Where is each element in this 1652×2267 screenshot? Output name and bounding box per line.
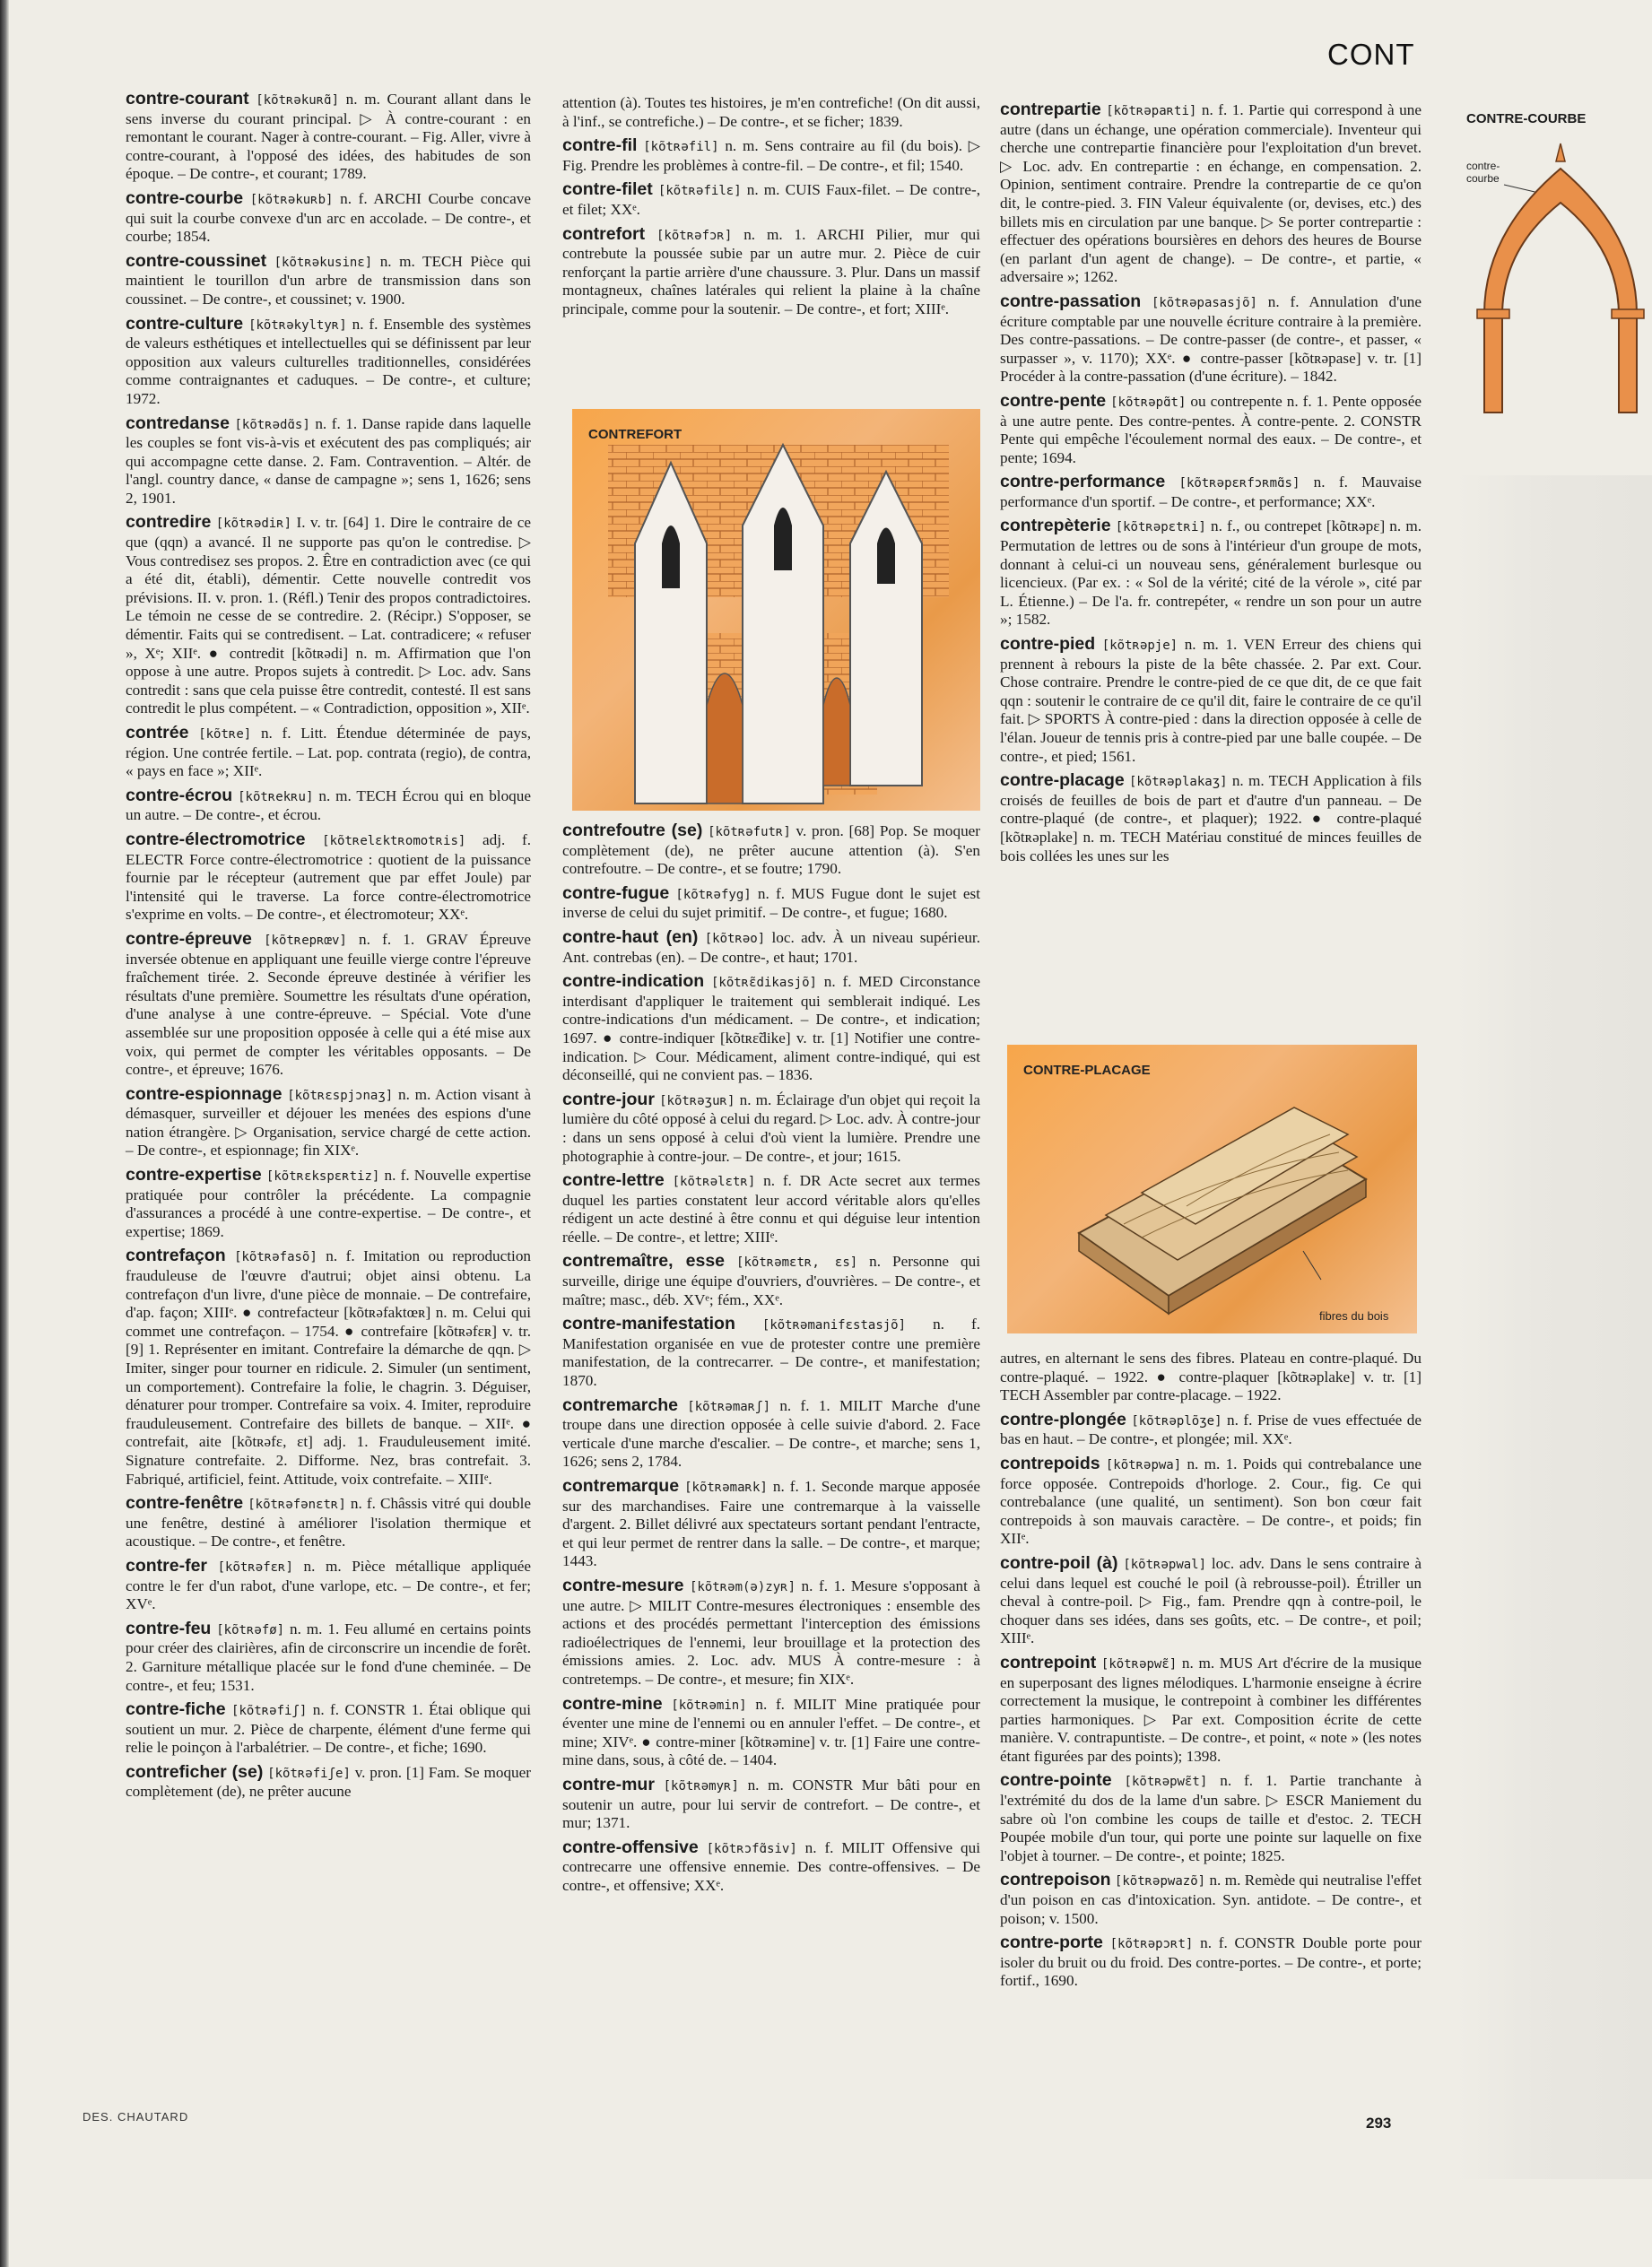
dictionary-entry	[562, 1838, 980, 1896]
dictionary-entry	[126, 1763, 531, 1802]
definition: n. f. Ensemble des systèmes de valeurs esthétiques et intellectuelles qui se définissent par leur opposition aux valeurs culturelles traditionnelles, considérées comme contraignantes et caduques. – De contre-, et culture; 1972.	[126, 315, 532, 407]
dictionary-entry	[126, 189, 531, 247]
headword: contre-porte	[1000, 1933, 1103, 1953]
phonetic: [kõtʀəmaʀʃ]	[687, 1399, 770, 1414]
column-1	[126, 90, 531, 1807]
headword: contre-épreuve	[126, 928, 252, 949]
definition: n. m. 1. Poids qui contrebalance une force opposée. Contrepoids d'horloge. 2. Cour., fig. Ce qui contrebalance (une qualité, un sentiment). Son bon cœur fait contrepoids à son mauvais caractère. – De contre-, et poids; fin XIIᵉ.	[1000, 1455, 1422, 1548]
phonetic: [kõtʀɔfɑ̃siv]	[706, 1841, 797, 1856]
definition: n. f. 1. Danse rapide dans laquelle les couples se font vis-à-vis et exécutent des pas compliqués; air qui accompagne cette danse. 2. Fam. Contravention. – Altér. de l'angl. country dance, « danse de campagne »; sens 1, 1626; sens 2, 1901.	[126, 414, 532, 507]
headword: contre-courant	[126, 89, 249, 109]
headword: contremaître, esse	[562, 1251, 726, 1272]
headword: contredire	[126, 512, 212, 533]
illustrator-credit: DES. CHAUTARD	[83, 2110, 189, 2124]
phonetic: [kõtʀəpɛʀfɔʀmɑ̃s]	[1178, 476, 1300, 491]
definition: n. f. Châssis vitré qui double une fenêtre, destiné à améliorer l'isolation thermique et acoustique. – De contre-, et fenêtre.	[126, 1495, 532, 1550]
definition: n. m. TECH Écrou qui en bloque un autre. – De contre-, et écrou.	[126, 786, 531, 824]
definition: n. f. 1. Mesure s'opposant à une autre. ▷ MILIT Contre-mesures électroniques : ensemble des actions et des procédés permettant l'interception des émissions radioélectriques de l'ennemi, leur brouillage et la protection des émissions amies. 2. Loc. adv. MUS À contre-mesure : à contretemps. – De contre-, et mesure; fin XIXᵉ.	[562, 1576, 981, 1688]
headword: contre-mesure	[562, 1575, 684, 1595]
phonetic: [kõtʀəpwɛ̃]	[1100, 1656, 1178, 1672]
definition: n. m. TECH Pièce qui maintient le tourillon d'un arbre de transmission dans son coussinet. – De contre-, et coussinet; v. 1900.	[126, 252, 531, 308]
phonetic: [kõtʀədiʀ]	[215, 517, 292, 532]
phonetic: [kõtʀəkyltyʀ]	[248, 317, 347, 333]
phonetic: [kõtʀəlɛtʀ]	[672, 1175, 756, 1190]
phonetic: [kõtʀəpje]	[1101, 638, 1178, 654]
headword: contre-placage	[1000, 770, 1125, 791]
definition: n. f. Prise de vues effectuée de bas en haut. – De contre-, et plongée; mil. XXᵉ.	[1000, 1411, 1422, 1448]
phonetic: [kõtʀəpwazõ]	[1114, 1874, 1206, 1889]
dictionary-entry	[1000, 292, 1422, 387]
column-2	[562, 94, 980, 325]
headword: contre-poil (à)	[1000, 1552, 1118, 1573]
continued-text: attention (à). Toutes tes histoires, je m'en contrefiche! (On dit aussi, à l'inf., se contrefiche.) – De contre-, et se ficher; 1839.	[562, 94, 980, 130]
definition: n. f., ou contrepet [kõtʀəpɛ] n. m. Permutation de lettres ou de sons à l'intérieur d'un groupe de mots, donnant à celui-ci un nouveau sens, généralement burlesque ou licencieux. (Par ex. : « Sol de la vérité; cité de la vérole », cité par L. Étienne.) – De l'a. fr. contrepéter, « rendre un son pour un autre »; 1582.	[1000, 517, 1422, 629]
dictionary-entry	[562, 1477, 980, 1571]
column-3-lower-entries	[1000, 1411, 1422, 1991]
headword: contre-pointe	[1000, 1770, 1112, 1791]
headword: contre-fiche	[126, 1699, 226, 1720]
dictionary-entry	[1000, 392, 1422, 467]
dictionary-entry	[126, 830, 531, 925]
phonetic: [kõtʀelɛktʀomotʀis]	[322, 833, 466, 848]
dictionary-entry	[562, 1090, 980, 1166]
headword: contre-coussinet	[126, 250, 267, 271]
headword: contre-mur	[562, 1774, 655, 1794]
contrefort-drawing	[572, 409, 980, 811]
dictionary-entry	[1000, 473, 1422, 511]
headword: contre-manifestation	[562, 1314, 735, 1334]
dictionary-entry	[126, 1620, 531, 1695]
column-3-lower	[1000, 1350, 1422, 1996]
headword: contredanse	[126, 413, 230, 433]
dictionary-entry	[126, 315, 531, 409]
continued-text: autres, en alternant le sens des fibres. Plateau en contre-plaqué. Du contre-plaqué. – 1922. ● contre-plaquer [kõtʀəplake] v. tr. [1] TECH Assembler par contre-placage. – 1922.	[1000, 1350, 1422, 1404]
headword: contrepoison	[1000, 1870, 1111, 1890]
dictionary-entry	[562, 136, 980, 175]
section-header: CONT	[1327, 38, 1415, 71]
definition: v. pron. [68] Pop. Se moquer complètement (de), ne prêter aucune attention (à). S'en contrefoutre. – De contre-, et se foutre; 1790.	[562, 822, 981, 878]
contre-courbe-arch-drawing	[1457, 108, 1646, 430]
definition: n. m. CUIS Faux-filet. – De contre-, et filet; XXᵉ.	[562, 181, 980, 218]
dictionary-entry	[1000, 1554, 1422, 1648]
definition: n. m. MUS Art d'écrire de la musique en superposant des lignes mélodiques. L'harmonie enseigne à écrire correctement la musique, le contrepoint à combiner les différentes parties harmoniques. ▷ Par ext. Composition écrite de cette manière. V. contrapuntiste. – De contre-, et point, « note » (les notes étant figurées par des points); 1398.	[1000, 1654, 1422, 1765]
definition: ou contrepente n. f. 1. Pente opposée à une autre pente. Des contre-pentes. À contre-pente. 2. CONSTR Pente qui empêche l'écoulement normal des eaux. – De contre-, et pente; 1694.	[1000, 392, 1422, 466]
definition: n. f. Imitation ou reproduction frauduleuse de l'œuvre d'autrui; objet ainsi obtenu. La contrefaçon d'un livre, d'une pièce de monnaie. – De contrefaire, d'ap. façon; XIIIᵉ. ● contrefacteur [kõtʀəfaktœʀ] n. m. Celui qui commet une contrefaçon. – 1754. ● contrefaire [kõtʀəfɛʀ] v. tr. [9] 1. Représenter en imitant. Contrefaire la démarche de qqn. ▷ Imiter, singer pour tourner en ridicule. 2. Simuler (un sentiment, un comportement). Contrefaire la folie, le chagrin. 3. Déguiser, dénaturer pour tromper. Contrefaire sa voix. 4. Imiter, reproduire frauduleusement. Contrefaire des billets de banque. – XIIᵉ. ● contrefait, aite [kõtʀəfɛ, ɛt] adj. 1. Frauduleusement imité. Signature contrefaite. 2. Difforme. Nez, bras contrefait. 3. Fabriqué, artificiel, feint. Attitude, voix contrefaite. – XIIIᵉ.	[126, 1247, 532, 1488]
page-margin-shadow	[1457, 475, 1652, 2179]
dictionary-entry	[562, 180, 980, 219]
contre-courbe-figure-title: CONTRE-COURBE	[1466, 111, 1587, 126]
definition: n. Personne qui surveille, dirige une équipe d'ouvriers, d'ouvrières. – De contre-, et maître; masc., déb. XVᵉ; fém., XXᵉ.	[562, 1253, 981, 1308]
phonetic: [kõtʀɛkspɛʀtiz]	[265, 1169, 380, 1185]
headword: contre-pente	[1000, 390, 1107, 411]
phonetic: [kõtʀəplõʒe]	[1131, 1413, 1222, 1429]
definition: n. f. Mauvaise performance d'un sportif. – De contre-, et performance; XXᵉ.	[1000, 473, 1422, 510]
headword: contrepartie	[1000, 100, 1101, 119]
dictionary-entry	[126, 252, 531, 309]
headword: contreficher (se)	[126, 1761, 264, 1782]
dictionary-entry	[1000, 100, 1422, 287]
headword: contre-mine	[562, 1693, 663, 1714]
dictionary-entry	[126, 786, 531, 825]
headword: contre-courbe	[126, 187, 244, 208]
dictionary-entry	[126, 414, 531, 508]
definition: n. m. Action visant à démasquer, surveiller et déjouer les menées des espions d'une nation étrangère. ▷ Organisation, service chargé de cette action. – De contre-, et espionnage; fin XIXᵉ.	[126, 1085, 532, 1160]
dictionary-entry	[562, 1695, 980, 1770]
definition: loc. adv. Dans le sens contraire à celui dans lequel est couché le poil (à rebrousse-poil). Étriller un cheval à contre-poil. ▷ Fig., fam. Prendre qqn à contre-poil, le choquer dans ses idées, dans ses goûts, etc. – De contre-, et poil; XIIIᵉ.	[1000, 1554, 1422, 1647]
phonetic: [kõtʀepʀœv]	[264, 933, 347, 948]
phonetic: [kõtʀəo]	[704, 931, 766, 946]
dictionary-entry	[126, 1166, 531, 1241]
headword: contre-plongée	[1000, 1409, 1126, 1429]
contre-placage-caption: fibres du bois	[1319, 1309, 1389, 1323]
definition: n. f. Annulation d'une écriture comptable par une nouvelle écriture contraire à la première. Des contre-passations. – De contre-passer (de contre-, et passer, « surpasser », v. 1170); XXᵉ. ● contre-passer [kõtʀəpase] v. tr. [1] Procéder à la contre-passation (d'une écriture). – 1842.	[1000, 292, 1422, 386]
definition: n. m. Pièce métallique appliquée contre le fer d'un rabot, d'une varlope, etc. – De contre-, et fer; XVᵉ.	[126, 1557, 532, 1613]
headword: contre-fil	[562, 135, 638, 156]
dictionary-entry	[1000, 635, 1422, 766]
headword: contre-fer	[126, 1555, 208, 1576]
dictionary-entry	[562, 1171, 980, 1246]
phonetic: [kõtʀəplakaʒ]	[1128, 775, 1228, 790]
contrefort-illustration	[572, 409, 980, 811]
headword: contrepoids	[1000, 1453, 1100, 1473]
phonetic: [kõtʀəʒuʀ]	[659, 1093, 735, 1108]
headword: contrefort	[562, 223, 646, 244]
headword: contre-indication	[562, 971, 705, 992]
definition: n. f. 1. MILIT Marche d'une troupe dans une direction opposée à celle suivie d'abord. 2. Face verticale d'une marche d'escalier. – De contre-, et marche; sens 1, 1626; sens 2, 1784.	[562, 1396, 981, 1471]
headword: contre-haut (en)	[562, 926, 699, 947]
page-edge	[0, 0, 9, 2267]
phonetic: [kõtʀəmin]	[671, 1698, 747, 1713]
headword: contre-expertise	[126, 1165, 262, 1186]
dictionary-entry	[1000, 1411, 1422, 1449]
column-2-top-entries	[562, 136, 980, 318]
phonetic: [kõtʀəfø]	[216, 1622, 285, 1637]
definition: n. m. Éclairage d'un objet qui reçoit la lumière du côté opposé à celui du regard. ▷ Loc. adv. À contre-jour : dans un sens opposé à celui d'où vient la lumière. Prendre une photographie à contre-jour. – De contre-, et jour; 1615.	[562, 1090, 981, 1165]
headword: contre-écrou	[126, 785, 233, 805]
dictionary-entry	[562, 1252, 980, 1309]
dictionary-entry	[562, 821, 980, 879]
dictionary-entry	[562, 1396, 980, 1472]
phonetic: [kõtʀəfil]	[643, 140, 719, 155]
definition: n. f. CONSTR 1. Étai oblique qui soutient un mur. 2. Pièce de charpente, élément d'une ferme qui relie le poinçon à l'arbalétrier. – De contre-, et fiche; 1690.	[126, 1701, 532, 1757]
phonetic: [kõtʀəpaʀti]	[1106, 104, 1197, 118]
phonetic: [kõtʀəpwa]	[1105, 1457, 1182, 1472]
dictionary-entry	[126, 724, 531, 781]
phonetic: [kõtʀəkuʀb]	[249, 192, 334, 207]
headword: contre-feu	[126, 1618, 212, 1638]
dictionary-entry	[126, 1246, 531, 1489]
phonetic: [kõtʀəfutʀ]	[708, 825, 791, 839]
phonetic: [kõtʀəpɑ̃t]	[1110, 395, 1187, 410]
contre-placage-illustration	[1007, 1045, 1417, 1333]
column-3	[1000, 100, 1422, 871]
dictionary-entry	[1000, 1771, 1422, 1865]
dictionary-entry	[126, 1494, 531, 1551]
headword: contre-fugue	[562, 882, 670, 903]
definition: loc. adv. À un niveau supérieur. Ant. contrebas (en). – De contre-, et haut; 1701.	[562, 928, 980, 966]
phonetic: [kõtʀe]	[198, 727, 252, 742]
phonetic: [kõtʀəfasõ]	[234, 1250, 317, 1265]
headword: contremarche	[562, 1394, 678, 1415]
phonetic: [kõtʀəpasasjõ]	[1151, 295, 1257, 310]
phonetic: [kõtʀɛspjɔnaʒ]	[287, 1088, 394, 1103]
phonetic: [kõtʀəfiʃe]	[267, 1766, 351, 1781]
phonetic: [kõtʀəm(ə)zyʀ]	[690, 1579, 796, 1594]
phonetic: [kõtʀekʀu]	[238, 789, 314, 804]
definition: n. f. MED Circonstance interdisant d'appliquer le traitement qui semblerait indiqué. Les contre-indications d'un médicament. – De contre-, et indication; 1697. ● contre-indiquer [kõtʀɛ̃dike] v. tr. [1] Notifier une contre-indication. ▷ Cour. Médicament, aliment contre-indiqué, qui est déconseillé, qui ne convient pas. – 1836.	[562, 973, 980, 1084]
phonetic: [kõtʀəfyg]	[675, 887, 752, 902]
page-number: 293	[1366, 2115, 1392, 2132]
dictionary-entry	[1000, 1871, 1422, 1928]
definition: n. f. MUS Fugue dont le sujet est inverse de celui du sujet primitif. – De contre-, et fugue; 1680.	[562, 884, 981, 922]
definition: n. f. CONSTR Double porte pour isoler du bruit ou du froid. Des contre-portes. – De contre-, et porte; fortif., 1690.	[1000, 1934, 1422, 1990]
headword: contremarque	[562, 1476, 680, 1496]
definition: n. m. 1. ARCHI Pilier, mur qui contrebute la poussée subie par un autre mur. 2. Pièce de cuir renforçant la partie arrière d'une chaussure. 3. Plur. Dans un massif montagneux, chaînes latérales qui relient la plaine à la chaîne principale, comme pour la soutenir. – De contre-, et fort; XIIIᵉ.	[562, 225, 981, 317]
dictionary-entry	[562, 1776, 980, 1833]
phonetic: [kõtʀədɑ̃s]	[234, 417, 310, 432]
headword: contre-électromotrice	[126, 829, 306, 849]
phonetic: [kõtʀəkuʀɑ̃]	[256, 93, 339, 108]
phonetic: [kõtʀəpwɛ̃t]	[1124, 1775, 1208, 1790]
definition: n. m. 1. Feu allumé en certains points pour créer des clairières, afin de circonscrire un incendie de forêt. 2. Garniture métallique placée sur le fond d'une cheminée. – De contre-, et feu; 1531.	[126, 1620, 532, 1694]
headword: contrepoint	[1000, 1652, 1097, 1672]
dictionary-entry	[562, 1315, 980, 1390]
contre-courbe-label-line2: courbe	[1466, 172, 1500, 185]
dictionary-entry	[126, 1700, 531, 1758]
headword: contrefaçon	[126, 1246, 226, 1266]
definition: n. m. TECH Application à fils croisés de feuilles de bois de part et d'autre d'un panneau. – De contre-plaqué (de contre-, et plaquer); 1922. ● contre-plaqué [kõtʀəplake] n. m. TECH Matériau constitué de minces feuilles de bois collées les unes sur les	[1000, 772, 1422, 864]
dictionary-entry	[126, 90, 531, 184]
headword: contrefoutre (se)	[562, 821, 703, 840]
headword: contrepèterie	[1000, 516, 1111, 536]
phonetic: [kõtʀəfɛʀ]	[217, 1559, 293, 1575]
definition: n. m. CONSTR Mur bâti pour en soutenir un autre, pour lui servir de contrefort. – De contre-, et mur; 1371.	[562, 1776, 981, 1832]
definition: n. f. 1. GRAV Épreuve inversée obtenue en appliquant une feuille vierge contre l'épreuve fraîchement tirée. 2. Seconde épreuve destinée à vérifier les résultats d'une première. Soumettre les résultats d'une opération, d'une analyse à une contre-épreuve. – Spécial. Vote d'une assemblée sur une proposition opposée à celle qui a été mise aux voix, qui permet de compter les véritables opposants. – De contre-, et épreuve; 1676.	[126, 930, 532, 1079]
headword: contrée	[126, 723, 189, 743]
contrefort-figure-title: CONTREFORT	[588, 427, 683, 442]
definition: n. f. 1. Partie tranchante à l'extrémité du dos de la lame d'un sabre. ▷ ESCR Maniement du sabre où l'on combine les coups de taille et d'estoc. 2. TECH Poupée mobile d'un tour, qui porte une pointe sur laquelle on fixe l'objet à tourner. – De contre-, et pointe; 1825.	[1000, 1772, 1422, 1864]
definition: n. f. DR Acte secret aux termes duquel les parties constatent leur accord véritable alors qu'elles rédigent un acte destiné à être connu et qui déguise leur intention réelle. – De contre-, et lettre; XIIIᵉ.	[562, 1172, 980, 1246]
contre-courbe-label-line1: contre-	[1466, 160, 1500, 172]
definition: n. m. 1. VEN Erreur des chiens qui prennent à rebours la piste de la bête chassée. 2. Par ext. Cour. Chose contraire. Prendre le contre-pied de ce que dit, de ce que fait qqn : soutenir le contraire de ce qu'il dit, faire le contraire de ce qu'il fait. ▷ SPORTS À contre-pied : dans la direction opposée à celle de l'élan. Joueur de tennis pris à contre-pied par une balle coupée. – De contre-, et pied; 1561.	[1000, 636, 1422, 765]
headword: contre-offensive	[562, 1837, 699, 1857]
dictionary-entry	[126, 1557, 531, 1614]
definition: n. f. ARCHI Courbe concave qui suit la courbe convexe d'un arc en accolade. – De contre-, et courbe; 1854.	[126, 189, 531, 246]
headword: contre-fenêtre	[126, 1493, 244, 1514]
contre-placage-figure-title: CONTRE-PLACAGE	[1023, 1063, 1151, 1078]
definition: n. f. Litt. Étendue déterminée de pays, région. Une contrée fertile. – Lat. pop. contrata (regio), de contra, « pays en face »; XIIᵉ.	[126, 725, 532, 780]
dictionary-entry	[562, 225, 980, 319]
definition: n. f. Nouvelle expertise pratiquée pour contrôler la précédente. La compagnie d'assurances a procédé à une contre-expertise. – De contre-, et expertise; 1869.	[126, 1167, 532, 1240]
phonetic: [kõtʀəmɛtʀ, ɛs]	[736, 1255, 858, 1271]
phonetic: [kõtʀəfɔʀ]	[656, 228, 733, 243]
dictionary-entry	[562, 928, 980, 967]
phonetic: [kõtʀəfənɛtʀ]	[248, 1498, 346, 1513]
dictionary-entry	[1000, 517, 1422, 630]
definition: I. v. tr. [64] 1. Dire le contraire de ce que (qqn) a avancé. Il ne supporte pas qu'on le contredise. ▷ Vous contredisez ses propos. 2. Être en contradiction avec (ce qui a été dit, établi), démentir. Cette nouvelle contredit vos prévisions. II. v. pron. 1. (Réfl.) Tenir des propos contradictoires. Le témoin ne cesse de se contredire. 2. (Récipr.) S'opposer, se démentir. Faits qui se contredisent. – Lat. contradicere; « refuser », Xᵉ; XIIᵉ. ● contredit [kõtʀədi] n. m. Affirmation que l'on oppose à une autre. Propos sujets à contredit. ▷ Loc. adv. Sans contredit : sans que cela puisse être contredit, contesté. Il est sans contredit le plus compétent. – « Contradiction, opposition », XIIᵉ.	[126, 514, 532, 717]
definition: n. m. Sens contraire au fil (du bois). ▷ Fig. Prendre les problèmes à contre-fil. – De contre-, et fil; 1540.	[562, 137, 981, 174]
definition: adj. f. ELECTR Force contre-électromotrice : quotient de la puissance fournie par le récepteur (autrement que par effet Joule) par l'intensité qui le traverse. La force contre-électromotrice s'exprime en volts. – De contre-, et électromoteur; XXᵉ.	[126, 830, 532, 924]
definition: n. f. MILIT Offensive qui contrecarre une offensive ennemie. Des contre-offensives. – De contre-, et offensive; XXᵉ.	[562, 1838, 981, 1894]
headword: contre-culture	[126, 313, 244, 334]
phonetic: [kõtʀəmaʀk]	[684, 1481, 768, 1495]
contre-placage-drawing	[1007, 1045, 1417, 1333]
phonetic: [kõtʀəpwal]	[1123, 1557, 1207, 1572]
column-2-lower	[562, 821, 980, 1900]
phonetic: [kõtʀəpɔʀt]	[1109, 1937, 1194, 1952]
definition: n. m. Courant allant dans le sens inverse du courant principal. ▷ À contre-courant : en remontant le courant. Nager à contre-courant. – Fig. Aller, vivre à contre-courant, à l'opposé des idées, des habitudes de son époque. – De contre-, et courant; 1789.	[126, 91, 532, 183]
contre-courbe-figure	[1457, 108, 1646, 430]
dictionary-entry	[562, 1576, 980, 1689]
definition: v. pron. [1] Fam. Se moquer complètement (de), ne prêter aucune	[126, 1763, 531, 1801]
dictionary-entry	[562, 884, 980, 923]
dictionary-entry	[562, 972, 980, 1085]
dictionary-entry	[1000, 1455, 1422, 1549]
headword: contre-passation	[1000, 291, 1142, 311]
headword: contre-filet	[562, 179, 653, 200]
definition: n. m. Remède qui neutralise l'effet d'un poison en cas d'intoxication. Syn. antidote. – De contre-, et poison; v. 1500.	[1000, 1872, 1422, 1927]
phonetic: [kõtʀəpɛtʀi]	[1115, 520, 1206, 535]
dictionary-entry	[126, 1085, 531, 1160]
dictionary-entry	[1000, 1933, 1422, 1991]
definition: n. f. Manifestation organisée en vue de protester contre une première manifestation, de la contrecarrer. – De contre-, et manifestation; 1870.	[562, 1316, 981, 1390]
phonetic: [kõtʀəmanifɛstasjõ]	[761, 1318, 907, 1333]
phonetic: [kõtʀɛ̃dikasjõ]	[710, 976, 817, 991]
phonetic: [kõtʀəkusinɛ]	[274, 255, 373, 270]
definition: n. f. 1. Partie qui correspond à une autre (dans un échange, une opération commerciale). Inventeur qui cherche une contrepartie financière pour l'exploitation d'un brevet. ▷ Loc. adv. En contrepartie : en échange, en compensation. 2. Opinion, sentiment contraire. Prendre la contrepartie de ce qu'on dit, le contre-pied. 3. FIN Valeur équivalente (or, devises, etc.) des billets mis en circulation par une banque. ▷ Se porter contrepartie : effectuer des opérations boursières en dehors des heures de Bourse (en parlant d'un agent de change). – De contre-, et partie, « adversaire »; 1262.	[1000, 101, 1422, 286]
headword: contre-lettre	[562, 1170, 665, 1191]
definition: n. f. MILIT Mine pratiquée pour éventer une mine de l'ennemi ou en annuler l'effet. – De contre-, et mine; XIVᵉ. ● contre-miner [kõtʀəmine] v. tr. [1] Faire une contre-mine dans, sous, à côté de. – 1404.	[562, 1695, 980, 1769]
dictionary-entry	[1000, 771, 1422, 865]
headword: contre-performance	[1000, 472, 1166, 492]
phonetic: [kõtʀəmyʀ]	[663, 1778, 739, 1794]
dictionary-entry	[126, 513, 531, 718]
headword: contre-pied	[1000, 634, 1096, 655]
definition: n. f. 1. Seconde marque apposée sur des marchandises. Faire une contremarque à la vaisselle d'argent. 2. Billet délivré aux spectateurs sortant pendant l'entracte, et qui leur permet de rentrer dans la salle. – De contre-, et marque; 1443.	[562, 1478, 981, 1570]
headword: contre-jour	[562, 1089, 655, 1109]
phonetic: [kõtʀəfilɛ]	[657, 184, 742, 199]
dictionary-entry	[1000, 1654, 1422, 1767]
headword: contre-espionnage	[126, 1083, 283, 1104]
dictionary-entry	[126, 930, 531, 1080]
phonetic: [kõtʀəfiʃ]	[231, 1704, 308, 1719]
